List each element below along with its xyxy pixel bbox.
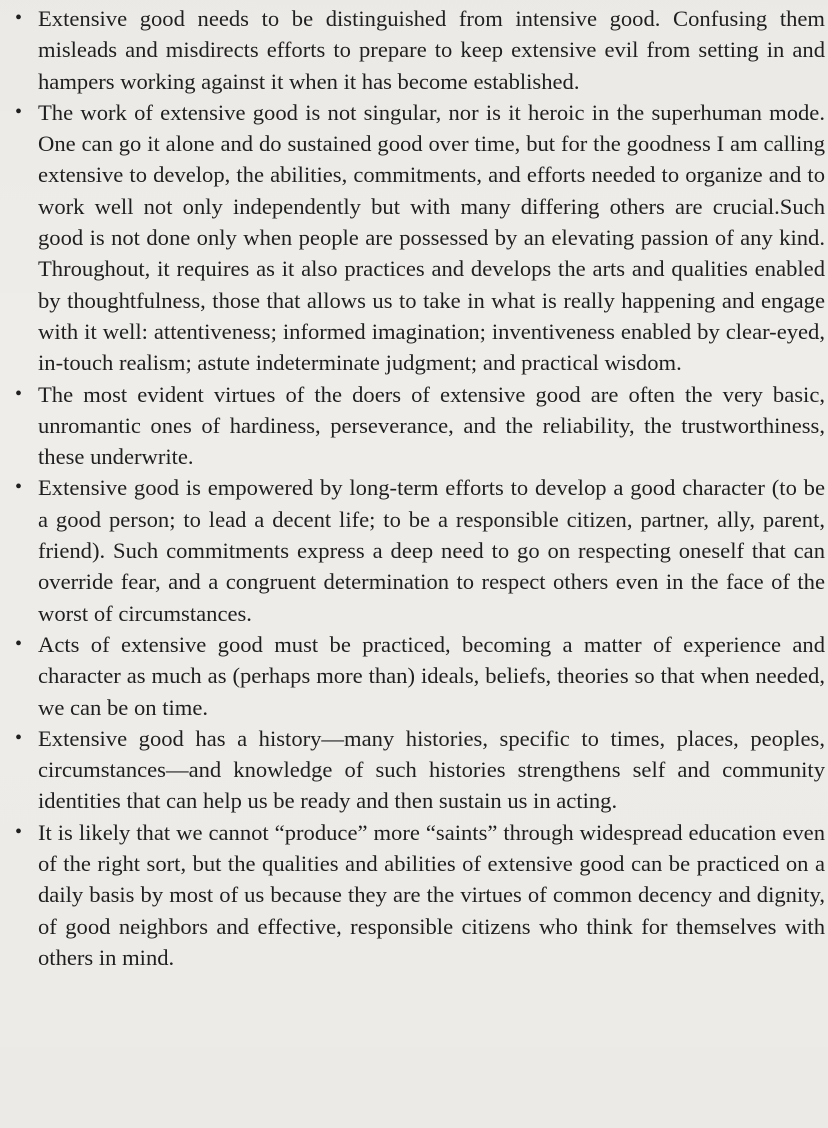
bullet-item (6, 817, 825, 973)
bullet-text: The work of extensive good is not singular, nor is it heroic in the superhuman mode. One can go it alone and do sustained good over time, but for the goodness I am calling extensive to develop, the abilities, commitments, and efforts needed to organize and to work well not only independently but with many differing others are crucial.Such good is not done only when people are possessed by an elevating passion of any kind. Throughout, it requires as it also practices and develops the arts and qualities enabled by thoughtfulness, those that allows us to take in what is really happening and engage with it well: attentiveness; informed imagination; inventiveness enabled by clear-eyed, in-touch realism; astute indeterminate judgment; and practical wisdom. (38, 99, 825, 376)
bullet-list (6, 3, 825, 973)
bullet-item (6, 629, 825, 723)
bullet-text: It is likely that we cannot “produce” more “saints” through widespread education even of the right sort, but the qualities and abilities of extensive good can be practiced on a daily basis by most of us because they are the virtues of common decency and dignity, of good neighbors and effective, responsible citizens who think for themselves with others in mind. (38, 819, 825, 970)
bullet-item (6, 472, 825, 628)
bullet-dot-icon: • (15, 476, 23, 499)
bullet-text: The most evident virtues of the doers of extensive good are often the very basic, unromantic ones of hardiness, perseverance, and the reliability, the trustworthiness, these underwrite. (38, 381, 825, 470)
bullet-text: Extensive good has a history—many histories, specific to times, places, peoples, circumstances—and knowledge of such histories strengthens self and community identities that can help us be ready and then sustain us in acting. (38, 725, 825, 814)
bullet-dot-icon: • (15, 7, 23, 29)
bullet-text: Acts of extensive good must be practiced, becoming a matter of experience and character as much as (perhaps more than) ideals, beliefs, theories so that when needed, we can be on time. (38, 631, 825, 720)
bullet-item (6, 3, 825, 97)
bullet-dot-icon: • (15, 726, 23, 749)
bullet-dot-icon: • (15, 632, 23, 655)
bullet-text: Extensive good is empowered by long-term efforts to develop a good character (to be a good person; to lead a decent life; to be a responsible citizen, partner, ally, parent, friend). Such commitments express a deep need to go on respecting oneself that can override fear, and a congruent determination to respect others even in the face of the worst of circumstances. (38, 475, 825, 626)
bullet-dot-icon: • (15, 100, 23, 123)
bullet-item (6, 379, 825, 473)
bullet-dot-icon: • (15, 820, 23, 843)
bullet-text: Extensive good needs to be distinguished from intensive good. Confusing them misleads and misdirects efforts to prepare to keep extensive evil from setting in and hampers working against it when it has become established. (38, 6, 825, 94)
bullet-item (6, 97, 825, 379)
bullet-dot-icon: • (15, 382, 23, 405)
bullet-item (6, 723, 825, 817)
